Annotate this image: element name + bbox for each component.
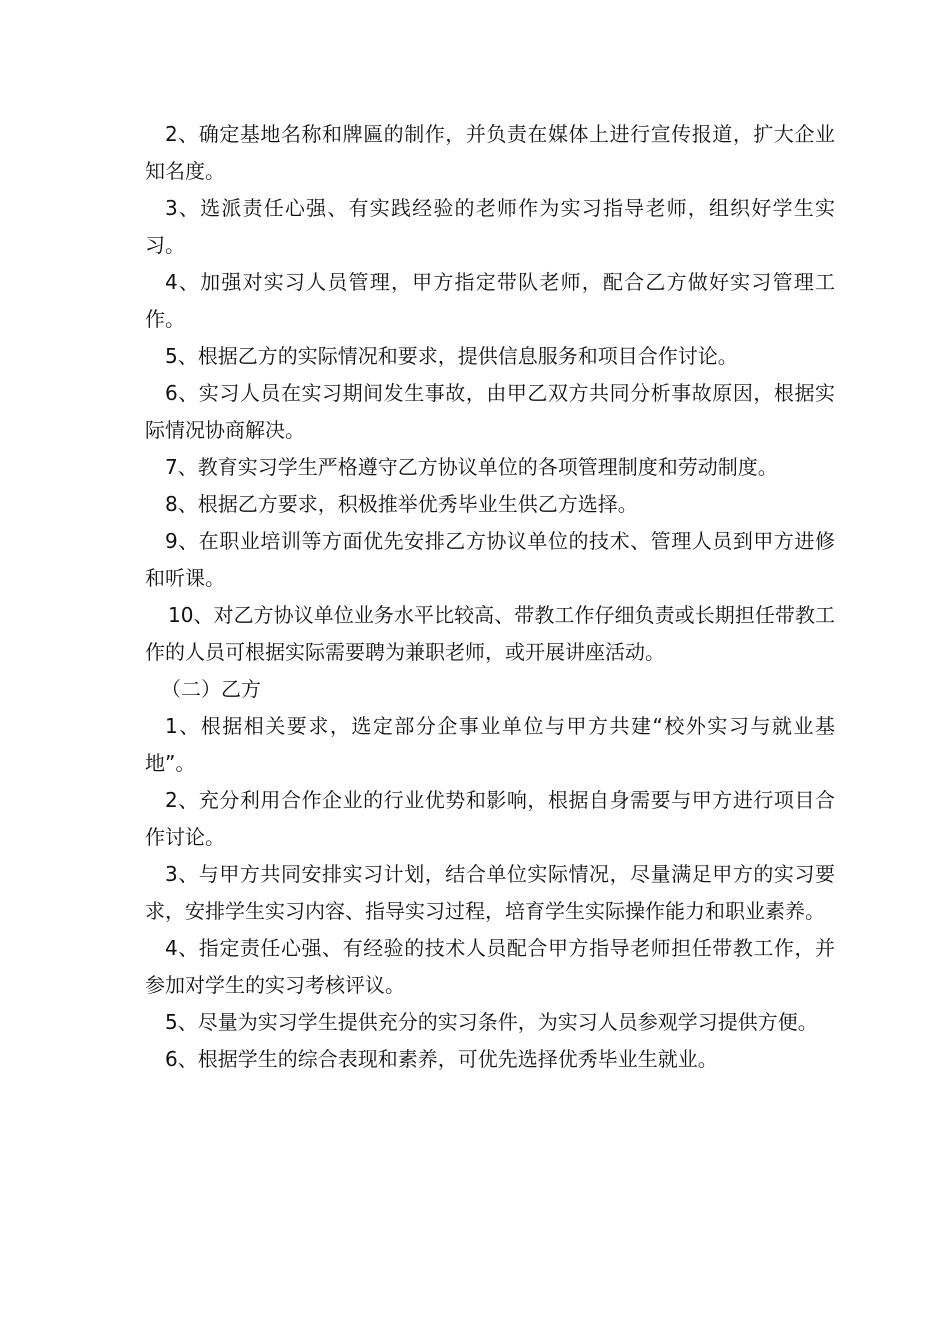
party-b-item-3: 3、与甲方共同安排实习计划，结合单位实际情况，尽量满足甲方的实习要求，安排学生实习内容、指导实习过程，培育学生实际操作能力和职业素养。 — [145, 862, 835, 923]
party-b-heading: （二）乙方 — [161, 677, 261, 701]
party-a-item-4: 4、加强对实习人员管理，甲方指定带队老师，配合乙方做好实习管理工作。 — [145, 270, 835, 331]
party-a-item-10: 10、对乙方协议单位业务水平比较高、带教工作仔细负责或长期担任带教工作的人员可根据实际需要聘为兼职老师，或开展讲座活动。 — [145, 603, 835, 664]
party-a-item-6: 6、实习人员在实习期间发生事故，由甲乙双方共同分析事故原因，根据实际情况协商解决。 — [145, 381, 835, 442]
document-body — [145, 116, 835, 1078]
party-a-item-3: 3、选派责任心强、有实践经验的老师作为实习指导老师，组织好学生实习。 — [145, 196, 835, 257]
party-b-item-5: 5、尽量为实习学生提供充分的实习条件，为实习人员参观学习提供方便。 — [165, 1010, 818, 1034]
party-a-item-9: 9、在职业培训等方面优先安排乙方协议单位的技术、管理人员到甲方进修和听课。 — [145, 529, 835, 590]
party-b-item-4: 4、指定责任心强、有经验的技术人员配合甲方指导老师担任带教工作，并参加对学生的实习考核评议。 — [145, 936, 835, 997]
party-a-item-7: 7、教育实习学生严格遵守乙方协议单位的各项管理制度和劳动制度。 — [165, 455, 778, 479]
party-a-item-2: 2、确定基地名称和牌匾的制作，并负责在媒体上进行宣传报道，扩大企业知名度。 — [145, 122, 835, 183]
party-a-item-5: 5、根据乙方的实际情况和要求，提供信息服务和项目合作讨论。 — [165, 344, 738, 368]
party-b-item-1: 1、根据相关要求，选定部分企事业单位与甲方共建“校外实习与就业基地”。 — [145, 714, 835, 775]
party-b-item-2: 2、充分利用合作企业的行业优势和影响，根据自身需要与甲方进行项目合作讨论。 — [145, 788, 835, 849]
party-a-item-8: 8、根据乙方要求，积极推举优秀毕业生供乙方选择。 — [165, 492, 638, 516]
party-b-item-6: 6、根据学生的综合表现和素养，可优先选择优秀毕业生就业。 — [165, 1047, 718, 1071]
